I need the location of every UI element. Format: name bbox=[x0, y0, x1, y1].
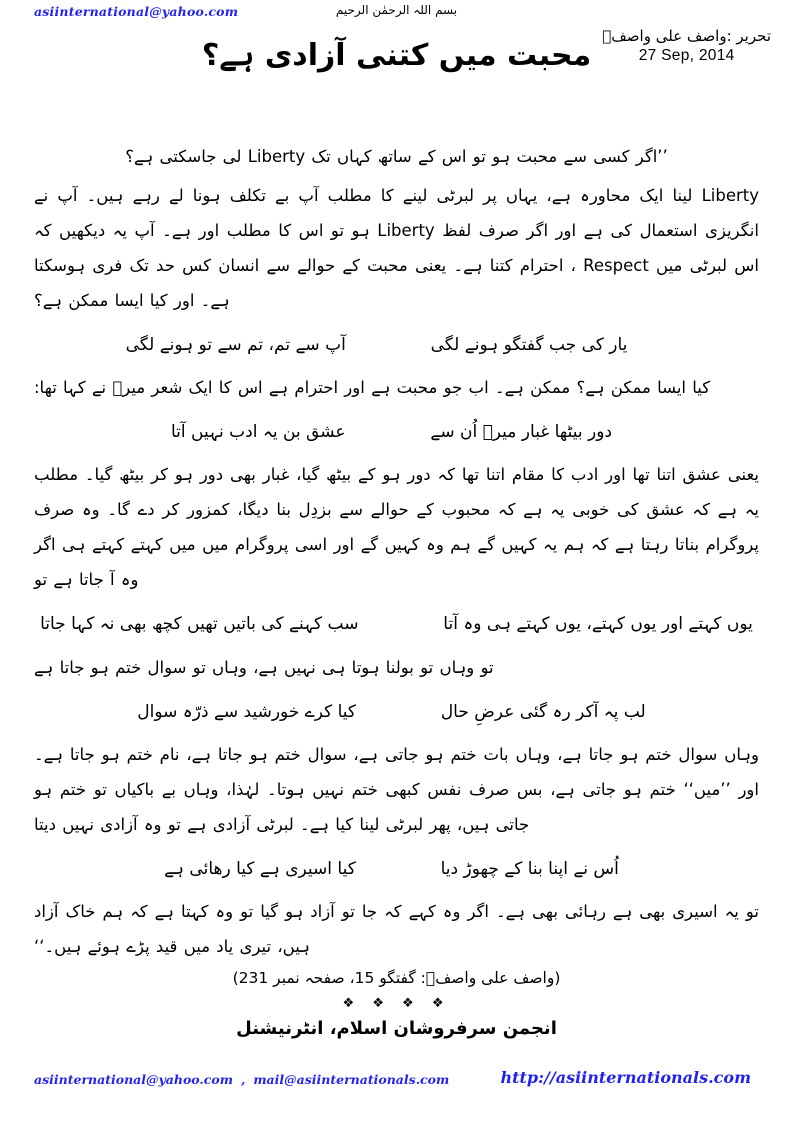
article-body bbox=[0, 118, 793, 1010]
header-email-link[interactable]: asiinternational@yahoo.com bbox=[34, 4, 239, 19]
verse-couplet-5 bbox=[34, 853, 759, 885]
verse-4-hemistich-2: کیا کرے خورشید سے ذرّہ سوال bbox=[137, 701, 356, 722]
verse-couplet-4 bbox=[34, 696, 759, 728]
paragraph-question-ends: تو وہاں تو بولنا ہوتا ہی نہیں ہے، وہاں تو سوال ختم ہو جاتا ہے bbox=[34, 657, 494, 677]
verse-1-hemistich-2: آپ سے تم، تم سے تو ہونے لگی bbox=[125, 334, 346, 355]
organization-name: انجمن سرفروشان اسلام، انٹرنیشنل bbox=[236, 1018, 557, 1039]
footer-email-1-link[interactable]: asiinternational@yahoo.com bbox=[34, 1072, 233, 1087]
verse-couplet-1 bbox=[34, 329, 759, 361]
verse-5-hemistich-1: اُس نے اپنا بنا کے چھوڑ دیا bbox=[440, 858, 619, 879]
paragraph-liberty-conclusion: وہاں سوال ختم ہو جاتا ہے، وہاں بات ختم ہو جاتی ہے، سوال ختم ہو جاتا ہے، نام ختم ہو جاتا ہے۔ اور ’’میں‘‘ ختم ہو جاتی ہے، بس صرف نفس کبھی ختم نہیں ہوتا۔ لہٰذا، وہاں بے باکیاں تو ختم ہو جاتی ہیں، پھر لبرٹی لینا کیا ہے۔ لبرٹی آزادی ہے تو وہ آزادی نہیں دیتا bbox=[34, 744, 759, 834]
verse-couplet-3 bbox=[34, 608, 759, 640]
verse-couplet-2 bbox=[34, 416, 759, 448]
paragraph-ishq-adab: یعنی عشق اتنا تھا اور ادب کا مقام اتنا تھا کہ دور ہو کے بیٹھ گیا، غبار بھی دور ہو کر بیٹھ گیا۔ مطلب یہ ہے کہ عشق کی خوبی یہ ہے کہ محبوب کے حوالے سے بزدِل بنا دیگا، کمزور کر دے گا۔ وہ صرف پروگرام بناتا رہتا ہے کہ ہم یہ کہیں گے ہم وہ کہیں گے اور اسی پروگرام میں میں کہتے کہتے ہی اگر وہ آ جاتا ہے تو bbox=[34, 465, 759, 590]
verse-2-hemistich-1: دور بیٹھا غبار میرؔ اُن سے bbox=[430, 422, 613, 443]
paragraph-opening-question: ’’اگر کسی سے محبت ہو تو اس کے ساتھ کہاں تک Liberty لی جاسکتی ہے؟ bbox=[125, 147, 668, 166]
bismillah-line: بسم اللہ الرحمٰن الرحیم bbox=[335, 3, 458, 17]
document-footer bbox=[0, 1010, 793, 1122]
verse-3-hemistich-1: یوں کہتے اور یوں کہتے، یوں کہتے ہی وہ آتا bbox=[443, 614, 753, 635]
document-header bbox=[0, 0, 793, 118]
email-separator: , bbox=[240, 1072, 246, 1087]
page-title: محبت میں کتنی آزادی ہے؟ bbox=[201, 38, 592, 73]
paragraph-liberty-explanation: Liberty لینا ایک محاورہ ہے، یہاں پر لبرٹی لینے کا مطلب آپ بے تکلف ہونا لے رہے ہیں۔ آپ نے انگریزی استعمال کی ہے اور اگر صرف لفظ Liberty ہو تو اس کا مطلب اور ہے۔ آپ یہ دیکھیں کہ اس لبرٹی میں Respect ، احترام کتنا ہے۔ یعنی محبت کے حوالے سے انسان کس حد تک فری ہوسکتا ہے۔ اور کیا ایسا ممکن ہے؟ bbox=[34, 185, 760, 310]
verse-2-hemistich-2: عشق بن یہ ادب نہیں آتا bbox=[170, 422, 346, 443]
author-name: تحریر :واصف علی واصفؒ bbox=[602, 27, 771, 45]
publication-date: 27 Sep, 2014 bbox=[638, 46, 735, 64]
diamond-ornaments-icon: ❖ ❖ ❖ ❖ bbox=[342, 995, 451, 1011]
paragraph-final: تو یہ اسیری بھی ہے رہائی بھی ہے۔ اگر وہ کہے کہ جا تو آزاد ہو گیا تو وہ کہتا ہے کہ ہم خاک آزاد ہیں، تیری یاد میں قید پڑے ہوئے ہیں۔‘‘ bbox=[34, 902, 759, 957]
verse-1-hemistich-1: یار کی جب گفتگو ہونے لگی bbox=[430, 334, 628, 355]
verse-3-hemistich-2: سب کہنے کی باتیں تھیں کچھ بھی نہ کہا جاتا bbox=[40, 614, 359, 635]
footer-emails bbox=[34, 1072, 449, 1087]
footer-website-link[interactable]: http://asiinternationals.com bbox=[500, 1068, 751, 1087]
footer-contact-row bbox=[0, 1068, 793, 1102]
source-attribution: (واصف علی واصفؒ: گفتگو 15، صفحہ نمبر 231) bbox=[232, 968, 561, 987]
paragraph-mir-introduction: کیا ایسا ممکن ہے؟ ممکن ہے۔ اب جو محبت ہے اور احترام ہے اس کا ایک شعر میرؔ نے کہا تھا: bbox=[34, 378, 711, 398]
verse-4-hemistich-1: لب پہ آکر رہ گئی عرضِ حال bbox=[440, 701, 646, 722]
verse-5-hemistich-2: کیا اسیری ہے کیا رھائی ہے bbox=[164, 858, 356, 879]
footer-email-2-link[interactable]: mail@asiinternationals.com bbox=[253, 1072, 450, 1087]
